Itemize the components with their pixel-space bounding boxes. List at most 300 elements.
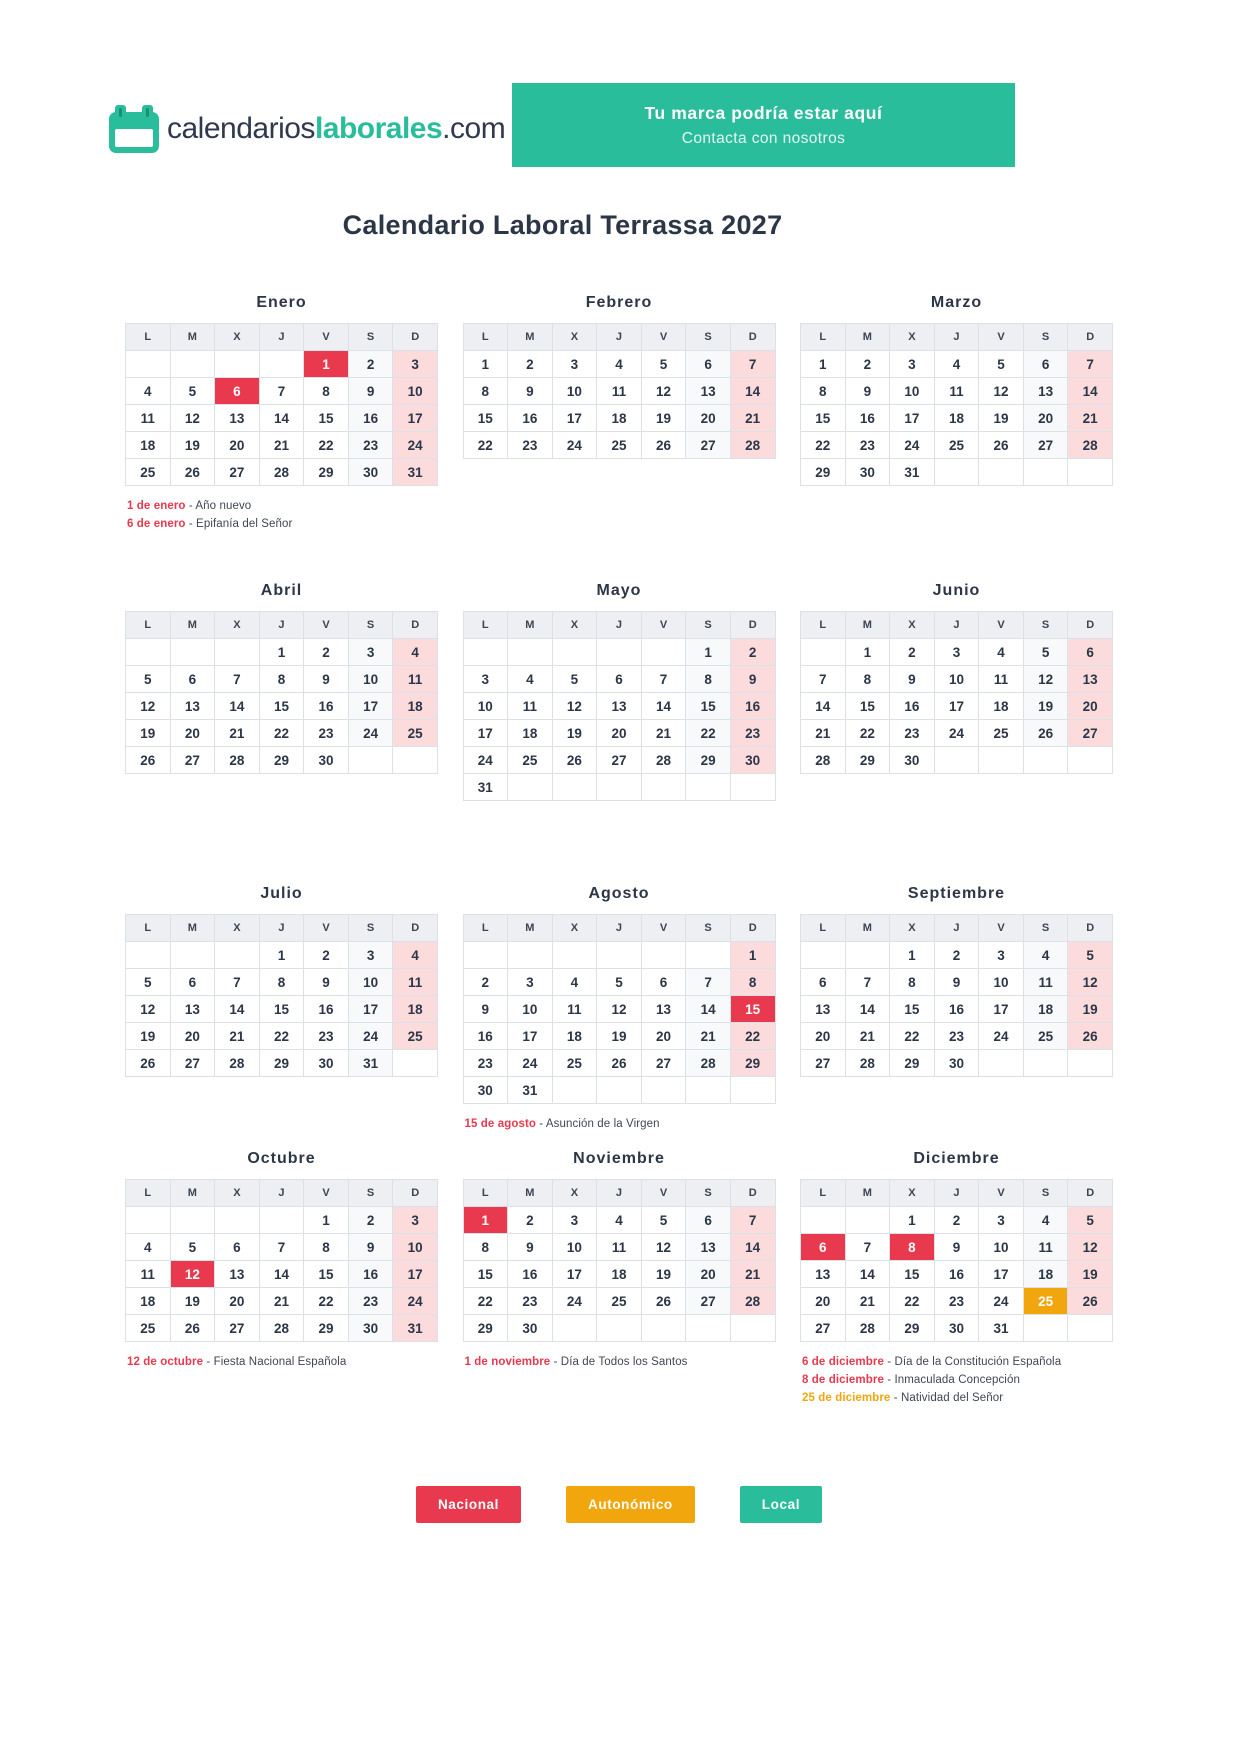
day-cell: 5 <box>552 666 597 693</box>
day-cell: 30 <box>890 747 935 774</box>
day-cell: 24 <box>979 1288 1024 1315</box>
month-table <box>125 611 438 774</box>
day-cell: 27 <box>686 432 731 459</box>
day-cell: 20 <box>170 1023 215 1050</box>
day-cell: 22 <box>890 1288 935 1315</box>
day-header-D: D <box>730 915 775 942</box>
day-cell: 1 <box>259 942 304 969</box>
day-cell: 9 <box>348 1234 393 1261</box>
local-button[interactable]: Local <box>740 1486 822 1523</box>
day-cell: 9 <box>508 1234 553 1261</box>
day-header-M: M <box>170 612 215 639</box>
day-header-M: M <box>845 612 890 639</box>
day-cell: 8 <box>463 378 508 405</box>
day-header-V: V <box>979 915 1024 942</box>
day-cell: 3 <box>508 969 553 996</box>
day-cell: 17 <box>934 693 979 720</box>
empty-cell <box>348 747 393 774</box>
month-septiembre <box>800 884 1113 1136</box>
day-cell: 4 <box>508 666 553 693</box>
day-cell: 13 <box>801 996 846 1023</box>
day-cell: 8 <box>890 969 935 996</box>
day-cell: 11 <box>934 378 979 405</box>
day-cell: 12 <box>126 996 171 1023</box>
day-cell: 16 <box>463 1023 508 1050</box>
day-cell: 17 <box>393 1261 438 1288</box>
day-cell: 16 <box>348 405 393 432</box>
day-cell: 7 <box>259 378 304 405</box>
day-cell: 29 <box>463 1315 508 1342</box>
day-cell: 9 <box>934 969 979 996</box>
day-cell: 23 <box>508 432 553 459</box>
day-cell: 18 <box>979 693 1024 720</box>
day-cell: 6 <box>801 969 846 996</box>
day-cell: 13 <box>686 378 731 405</box>
day-cell: 13 <box>1023 378 1068 405</box>
day-cell: 5 <box>597 969 642 996</box>
ad-banner-contact-link[interactable]: Contacta con nosotros <box>681 129 846 147</box>
day-cell: 16 <box>348 1261 393 1288</box>
day-cell: 26 <box>1068 1288 1113 1315</box>
day-cell: 2 <box>730 639 775 666</box>
month-enero <box>125 293 438 536</box>
month-title: Octubre <box>247 1150 316 1167</box>
month-legend <box>125 500 438 536</box>
month-title: Febrero <box>585 294 653 311</box>
empty-cell <box>1068 747 1113 774</box>
day-cell: 23 <box>508 1288 553 1315</box>
day-cell: 28 <box>641 747 686 774</box>
day-cell: 22 <box>259 1023 304 1050</box>
day-header-M: M <box>845 915 890 942</box>
empty-cell <box>597 1077 642 1104</box>
day-cell: 15 <box>463 405 508 432</box>
empty-cell <box>126 1207 171 1234</box>
day-cell: 16 <box>508 1261 553 1288</box>
day-header-V: V <box>304 915 349 942</box>
month-table <box>800 1179 1113 1342</box>
day-cell: 14 <box>259 1261 304 1288</box>
day-cell: 5 <box>979 351 1024 378</box>
day-cell: 25 <box>552 1050 597 1077</box>
day-cell: 4 <box>126 378 171 405</box>
day-cell: 24 <box>348 720 393 747</box>
day-header-S: S <box>1023 612 1068 639</box>
day-cell: 17 <box>890 405 935 432</box>
empty-cell <box>979 1050 1024 1077</box>
day-cell: 19 <box>170 1288 215 1315</box>
day-cell: 6 <box>1023 351 1068 378</box>
day-header-D: D <box>393 915 438 942</box>
day-cell: 9 <box>934 1234 979 1261</box>
empty-cell <box>393 747 438 774</box>
holiday-cell-national: 6 <box>215 378 260 405</box>
day-cell: 21 <box>801 720 846 747</box>
day-header-S: S <box>348 324 393 351</box>
empty-cell <box>463 639 508 666</box>
day-cell: 30 <box>730 747 775 774</box>
day-header-L: L <box>126 1180 171 1207</box>
day-cell: 29 <box>259 1050 304 1077</box>
day-cell: 5 <box>641 351 686 378</box>
day-cell: 20 <box>597 720 642 747</box>
holiday-legend-date: 6 de enero <box>127 518 186 530</box>
day-header-L: L <box>463 915 508 942</box>
day-cell: 12 <box>641 378 686 405</box>
day-header-M: M <box>170 915 215 942</box>
month-diciembre <box>800 1149 1113 1410</box>
day-cell: 2 <box>348 351 393 378</box>
day-header-X: X <box>890 324 935 351</box>
day-cell: 16 <box>934 996 979 1023</box>
day-cell: 13 <box>801 1261 846 1288</box>
day-cell: 21 <box>845 1023 890 1050</box>
day-cell: 1 <box>463 351 508 378</box>
day-cell: 11 <box>1023 969 1068 996</box>
nacional-button[interactable]: Nacional <box>416 1486 521 1523</box>
empty-cell <box>552 1077 597 1104</box>
day-cell: 8 <box>304 378 349 405</box>
holiday-legend-item: 6 de diciembre - Día de la Constitución Española <box>802 1356 1062 1368</box>
day-cell: 11 <box>508 693 553 720</box>
day-cell: 13 <box>170 996 215 1023</box>
day-cell: 6 <box>1068 639 1113 666</box>
day-cell: 24 <box>393 432 438 459</box>
day-cell: 14 <box>215 693 260 720</box>
day-header-X: X <box>890 915 935 942</box>
day-cell: 5 <box>641 1207 686 1234</box>
day-cell: 18 <box>393 996 438 1023</box>
day-cell: 26 <box>1023 720 1068 747</box>
day-header-M: M <box>170 324 215 351</box>
empty-cell <box>686 1077 731 1104</box>
day-cell: 18 <box>1023 1261 1068 1288</box>
empty-cell <box>641 942 686 969</box>
day-header-X: X <box>552 612 597 639</box>
day-cell: 6 <box>170 666 215 693</box>
month-legend <box>800 1356 1113 1410</box>
day-cell: 22 <box>304 432 349 459</box>
empty-cell <box>1023 459 1068 486</box>
holiday-cell-national: 8 <box>890 1234 935 1261</box>
day-cell: 15 <box>304 1261 349 1288</box>
holiday-legend-item: 8 de diciembre - Inmaculada Concepción <box>802 1374 1020 1386</box>
day-header-M: M <box>845 324 890 351</box>
day-cell: 30 <box>348 1315 393 1342</box>
day-cell: 27 <box>1068 720 1113 747</box>
empty-cell <box>126 942 171 969</box>
day-header-X: X <box>890 612 935 639</box>
site-logo[interactable] <box>108 104 505 154</box>
day-header-D: D <box>730 324 775 351</box>
day-cell: 22 <box>890 1023 935 1050</box>
day-cell: 14 <box>1068 378 1113 405</box>
day-cell: 10 <box>393 378 438 405</box>
day-cell: 5 <box>1068 1207 1113 1234</box>
day-cell: 8 <box>801 378 846 405</box>
day-cell: 9 <box>304 969 349 996</box>
day-cell: 10 <box>979 969 1024 996</box>
month-title: Julio <box>260 885 303 902</box>
day-cell: 21 <box>845 1288 890 1315</box>
day-header-S: S <box>686 1180 731 1207</box>
day-cell: 4 <box>393 942 438 969</box>
month-mayo <box>463 581 776 815</box>
day-cell: 26 <box>979 432 1024 459</box>
empty-cell <box>170 639 215 666</box>
day-header-L: L <box>801 915 846 942</box>
day-cell: 3 <box>348 639 393 666</box>
day-cell: 28 <box>801 747 846 774</box>
day-cell: 24 <box>890 432 935 459</box>
day-cell: 4 <box>552 969 597 996</box>
day-header-J: J <box>597 324 642 351</box>
day-cell: 20 <box>641 1023 686 1050</box>
day-cell: 21 <box>259 432 304 459</box>
day-cell: 29 <box>304 1315 349 1342</box>
day-header-V: V <box>304 324 349 351</box>
day-cell: 27 <box>215 1315 260 1342</box>
day-cell: 1 <box>890 942 935 969</box>
day-cell: 27 <box>170 1050 215 1077</box>
empty-cell <box>1023 747 1068 774</box>
day-cell: 7 <box>801 666 846 693</box>
day-cell: 24 <box>552 1288 597 1315</box>
day-cell: 13 <box>641 996 686 1023</box>
holiday-cell-national: 15 <box>730 996 775 1023</box>
day-header-L: L <box>126 612 171 639</box>
day-cell: 14 <box>845 1261 890 1288</box>
month-agosto <box>463 884 776 1136</box>
day-header-L: L <box>801 612 846 639</box>
day-cell: 2 <box>508 1207 553 1234</box>
day-header-S: S <box>348 915 393 942</box>
day-cell: 4 <box>597 351 642 378</box>
day-header-V: V <box>641 324 686 351</box>
day-cell: 24 <box>552 432 597 459</box>
day-cell: 27 <box>686 1288 731 1315</box>
day-header-X: X <box>552 915 597 942</box>
day-cell: 25 <box>597 432 642 459</box>
day-cell: 13 <box>686 1234 731 1261</box>
empty-cell <box>641 1077 686 1104</box>
ad-banner[interactable] <box>512 83 1015 167</box>
day-cell: 14 <box>801 693 846 720</box>
day-cell: 23 <box>934 1288 979 1315</box>
day-cell: 2 <box>304 639 349 666</box>
day-header-X: X <box>552 324 597 351</box>
day-cell: 22 <box>686 720 731 747</box>
day-header-J: J <box>259 915 304 942</box>
day-cell: 28 <box>845 1050 890 1077</box>
empty-cell <box>170 942 215 969</box>
day-cell: 8 <box>259 969 304 996</box>
day-cell: 10 <box>552 1234 597 1261</box>
day-header-V: V <box>641 1180 686 1207</box>
day-cell: 18 <box>508 720 553 747</box>
day-cell: 19 <box>641 405 686 432</box>
empty-cell <box>597 942 642 969</box>
day-cell: 13 <box>597 693 642 720</box>
day-cell: 26 <box>641 432 686 459</box>
day-header-V: V <box>979 1180 1024 1207</box>
empty-cell <box>686 1315 731 1342</box>
day-cell: 25 <box>508 747 553 774</box>
day-header-M: M <box>508 324 553 351</box>
autonomico-button[interactable]: Autonómico <box>566 1486 695 1523</box>
day-cell: 7 <box>730 351 775 378</box>
calendar-row-3 <box>125 884 1113 1136</box>
day-cell: 15 <box>686 693 731 720</box>
day-cell: 11 <box>393 969 438 996</box>
day-cell: 19 <box>597 1023 642 1050</box>
day-cell: 15 <box>259 693 304 720</box>
month-table <box>125 1179 438 1342</box>
day-cell: 7 <box>1068 351 1113 378</box>
day-header-X: X <box>215 612 260 639</box>
day-cell: 7 <box>730 1207 775 1234</box>
day-cell: 3 <box>393 1207 438 1234</box>
day-cell: 25 <box>393 720 438 747</box>
day-cell: 5 <box>126 969 171 996</box>
day-cell: 26 <box>1068 1023 1113 1050</box>
month-title: Diciembre <box>913 1150 1000 1167</box>
month-legend <box>463 1356 776 1374</box>
day-cell: 1 <box>845 639 890 666</box>
holiday-legend-item: 6 de enero - Epifanía del Señor <box>127 518 293 530</box>
day-cell: 23 <box>348 1288 393 1315</box>
day-header-L: L <box>126 915 171 942</box>
day-cell: 18 <box>393 693 438 720</box>
day-cell: 21 <box>641 720 686 747</box>
day-cell: 14 <box>641 693 686 720</box>
day-cell: 31 <box>890 459 935 486</box>
day-cell: 27 <box>801 1050 846 1077</box>
day-cell: 19 <box>979 405 1024 432</box>
day-cell: 29 <box>845 747 890 774</box>
day-cell: 9 <box>463 996 508 1023</box>
month-table <box>800 914 1113 1077</box>
day-cell: 15 <box>801 405 846 432</box>
day-cell: 29 <box>686 747 731 774</box>
day-header-S: S <box>348 1180 393 1207</box>
holiday-legend-date: 1 de enero <box>127 500 186 512</box>
day-cell: 16 <box>304 996 349 1023</box>
day-cell: 2 <box>508 351 553 378</box>
empty-cell <box>979 459 1024 486</box>
day-cell: 28 <box>259 1315 304 1342</box>
day-cell: 26 <box>552 747 597 774</box>
day-cell: 23 <box>304 720 349 747</box>
day-header-J: J <box>597 612 642 639</box>
day-cell: 3 <box>979 942 1024 969</box>
day-cell: 4 <box>393 639 438 666</box>
day-header-X: X <box>215 1180 260 1207</box>
day-header-S: S <box>348 612 393 639</box>
day-cell: 28 <box>215 747 260 774</box>
day-cell: 22 <box>801 432 846 459</box>
month-table <box>125 914 438 1077</box>
day-cell: 8 <box>304 1234 349 1261</box>
day-cell: 27 <box>170 747 215 774</box>
day-cell: 17 <box>463 720 508 747</box>
calendar-icon <box>108 104 160 154</box>
empty-cell <box>801 942 846 969</box>
day-cell: 20 <box>801 1023 846 1050</box>
month-legend <box>463 1118 776 1136</box>
day-header-M: M <box>170 1180 215 1207</box>
day-cell: 16 <box>304 693 349 720</box>
day-cell: 26 <box>126 1050 171 1077</box>
day-cell: 6 <box>686 1207 731 1234</box>
day-cell: 21 <box>730 1261 775 1288</box>
day-cell: 28 <box>730 432 775 459</box>
day-cell: 29 <box>730 1050 775 1077</box>
day-cell: 17 <box>552 1261 597 1288</box>
holiday-legend-date: 12 de octubre <box>127 1356 204 1368</box>
day-cell: 11 <box>979 666 1024 693</box>
day-cell: 31 <box>393 1315 438 1342</box>
day-cell: 23 <box>304 1023 349 1050</box>
day-cell: 12 <box>1068 1234 1113 1261</box>
holiday-legend-item: 12 de octubre - Fiesta Nacional Española <box>127 1356 347 1368</box>
month-julio <box>125 884 438 1136</box>
day-cell: 27 <box>215 459 260 486</box>
empty-cell <box>730 774 775 801</box>
month-abril <box>125 581 438 815</box>
empty-cell <box>934 459 979 486</box>
empty-cell <box>801 639 846 666</box>
day-cell: 20 <box>686 405 731 432</box>
day-cell: 20 <box>801 1288 846 1315</box>
empty-cell <box>845 1207 890 1234</box>
month-febrero <box>463 293 776 536</box>
day-cell: 23 <box>348 432 393 459</box>
day-cell: 1 <box>686 639 731 666</box>
day-cell: 16 <box>934 1261 979 1288</box>
day-cell: 25 <box>597 1288 642 1315</box>
holiday-legend-date: 8 de diciembre <box>802 1374 884 1386</box>
day-cell: 3 <box>348 942 393 969</box>
empty-cell <box>730 1315 775 1342</box>
day-cell: 3 <box>890 351 935 378</box>
day-cell: 10 <box>552 378 597 405</box>
day-cell: 22 <box>463 432 508 459</box>
day-cell: 25 <box>934 432 979 459</box>
holiday-cell-autonomic: 25 <box>1023 1288 1068 1315</box>
empty-cell <box>597 774 642 801</box>
day-cell: 26 <box>597 1050 642 1077</box>
day-cell: 6 <box>686 351 731 378</box>
day-header-X: X <box>890 1180 935 1207</box>
day-header-D: D <box>1068 324 1113 351</box>
day-cell: 20 <box>1023 405 1068 432</box>
day-cell: 24 <box>393 1288 438 1315</box>
empty-cell <box>463 942 508 969</box>
day-header-D: D <box>1068 612 1113 639</box>
day-cell: 25 <box>979 720 1024 747</box>
empty-cell <box>508 774 553 801</box>
day-cell: 4 <box>1023 1207 1068 1234</box>
empty-cell <box>979 747 1024 774</box>
day-cell: 7 <box>686 969 731 996</box>
empty-cell <box>597 639 642 666</box>
day-cell: 17 <box>393 405 438 432</box>
month-table <box>463 323 776 459</box>
day-cell: 22 <box>730 1023 775 1050</box>
day-cell: 15 <box>890 996 935 1023</box>
empty-cell <box>215 639 260 666</box>
